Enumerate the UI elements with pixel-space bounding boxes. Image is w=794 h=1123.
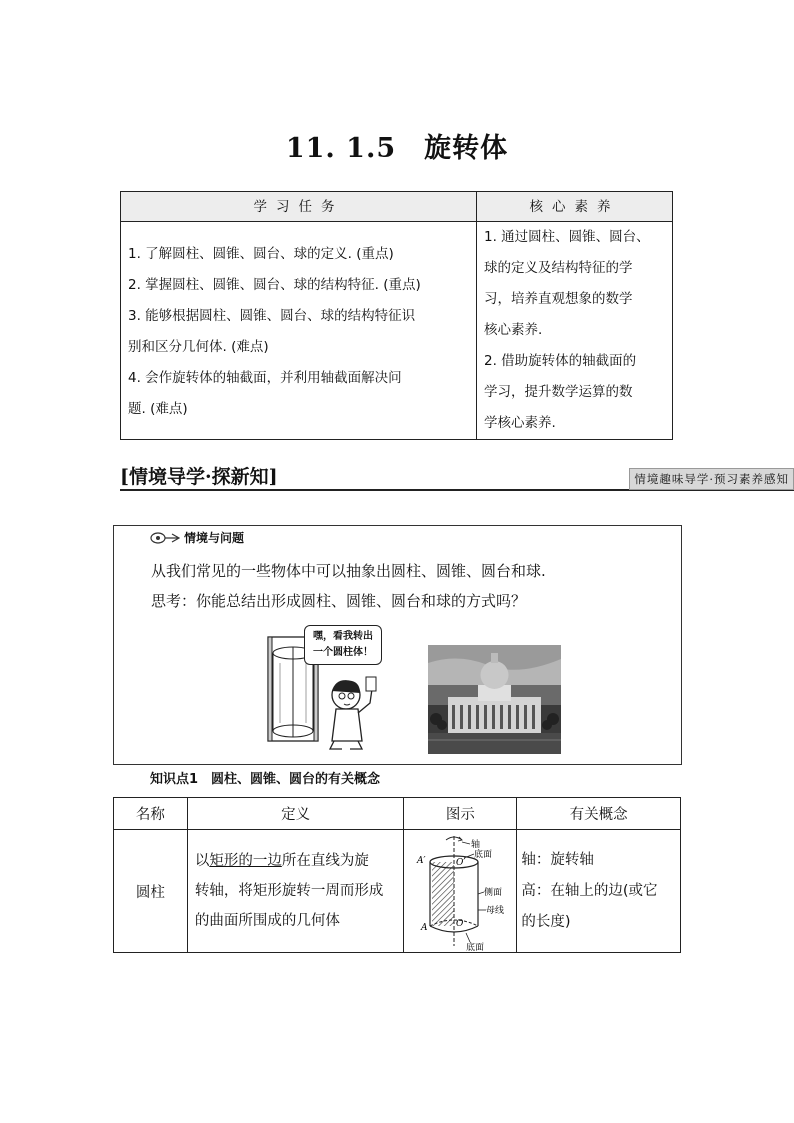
task-line: 2. 掌握圆柱、圆锥、圆台、球的结构特征. (重点) (128, 277, 421, 293)
situation-box (113, 525, 682, 765)
section-tag: 情境趣味导学·预习素养感知 (629, 468, 794, 490)
col-header-concepts: 有关概念 (517, 798, 681, 830)
bubble-line: 嘿，看我转出 (313, 631, 373, 642)
situation-label-text: 情境与问题 (184, 531, 245, 545)
col-header-diagram: 图示 (404, 798, 517, 830)
situation-icon (150, 532, 180, 544)
row-definition (187, 830, 404, 953)
speech-bubble (304, 625, 382, 665)
def-line3: 的曲面所围成的几何体 (194, 913, 340, 929)
def-rest: 所在直线为旋 (281, 853, 369, 869)
literacy-cell (476, 222, 672, 439)
header-literacy: 核心素养 (476, 192, 672, 222)
label-generatrix: 母线 (486, 906, 505, 916)
row-diagram (404, 830, 517, 953)
label-a: A (421, 923, 428, 933)
label-top-base: 底面 (474, 850, 493, 860)
col-header-definition: 定义 (187, 798, 404, 830)
situation-label (150, 529, 244, 546)
col-header-name: 名称 (114, 798, 188, 830)
task-line: 1. 了解圆柱、圆锥、圆台、球的定义. (重点) (128, 246, 394, 262)
def-prefix: 以 (194, 853, 210, 869)
label-axis: 轴 (471, 840, 481, 850)
literacy-line: 核心素养. (484, 322, 543, 338)
situation-text-2: 思考：你能总结出形成圆柱、圆锥、圆台和球的方式吗？ (151, 592, 527, 610)
knowledge-point-heading: 知识点1 圆柱、圆锥、圆台的有关概念 (150, 772, 381, 787)
section-title: [情境导学·探新知] (120, 466, 278, 488)
section-banner (120, 463, 794, 491)
literacy-line: 学习，提升数学运算的数 (484, 384, 633, 400)
page-title: 11. 1.5 旋转体 (285, 133, 509, 164)
bubble-line: 一个圆柱体！ (313, 647, 373, 658)
cylinder-diagram (404, 830, 516, 952)
literacy-line: 2. 借助旋转体的轴截面的 (484, 353, 637, 369)
task-line: 3. 能够根据圆柱、圆锥、圆台、球的结构特征识 (128, 308, 416, 324)
capitol-building-photo (428, 645, 561, 754)
label-o: O (456, 919, 464, 929)
task-line: 别和区分几何体. (难点) (128, 339, 269, 355)
task-line: 4. 会作旋转体的轴截面，并利用轴截面解决问 (128, 370, 402, 386)
def-line2: 转轴，将矩形旋转一周而形成 (194, 883, 384, 899)
rel-line3: 的长度) (521, 913, 571, 930)
literacy-line: 1. 通过圆柱、圆锥、圆台、 (484, 229, 650, 245)
label-o-prime: O′ (456, 858, 466, 868)
header-tasks: 学习任务 (121, 192, 476, 222)
goals-table (120, 191, 673, 440)
rel-line2: 高：在轴上的边(或它 (521, 882, 658, 899)
label-a-prime: A′ (417, 856, 426, 866)
tasks-cell (121, 222, 476, 439)
literacy-line: 球的定义及结构特征的学 (484, 260, 633, 276)
situation-text-1: 从我们常见的一些物体中可以抽象出圆柱、圆锥、圆台和球. (151, 562, 546, 580)
row-related-concepts (517, 830, 681, 953)
literacy-line: 学核心素养. (484, 415, 556, 431)
def-underline: 矩形的一边 (209, 853, 282, 869)
row-name: 圆柱 (114, 830, 188, 953)
label-bottom-base: 底面 (466, 943, 485, 952)
rel-line1: 轴：旋转轴 (521, 851, 594, 868)
literacy-line: 习，培养直观想象的数学 (484, 291, 633, 307)
label-side: 侧面 (484, 888, 503, 898)
task-line: 题. (难点) (128, 401, 188, 417)
concept-table (113, 797, 681, 953)
